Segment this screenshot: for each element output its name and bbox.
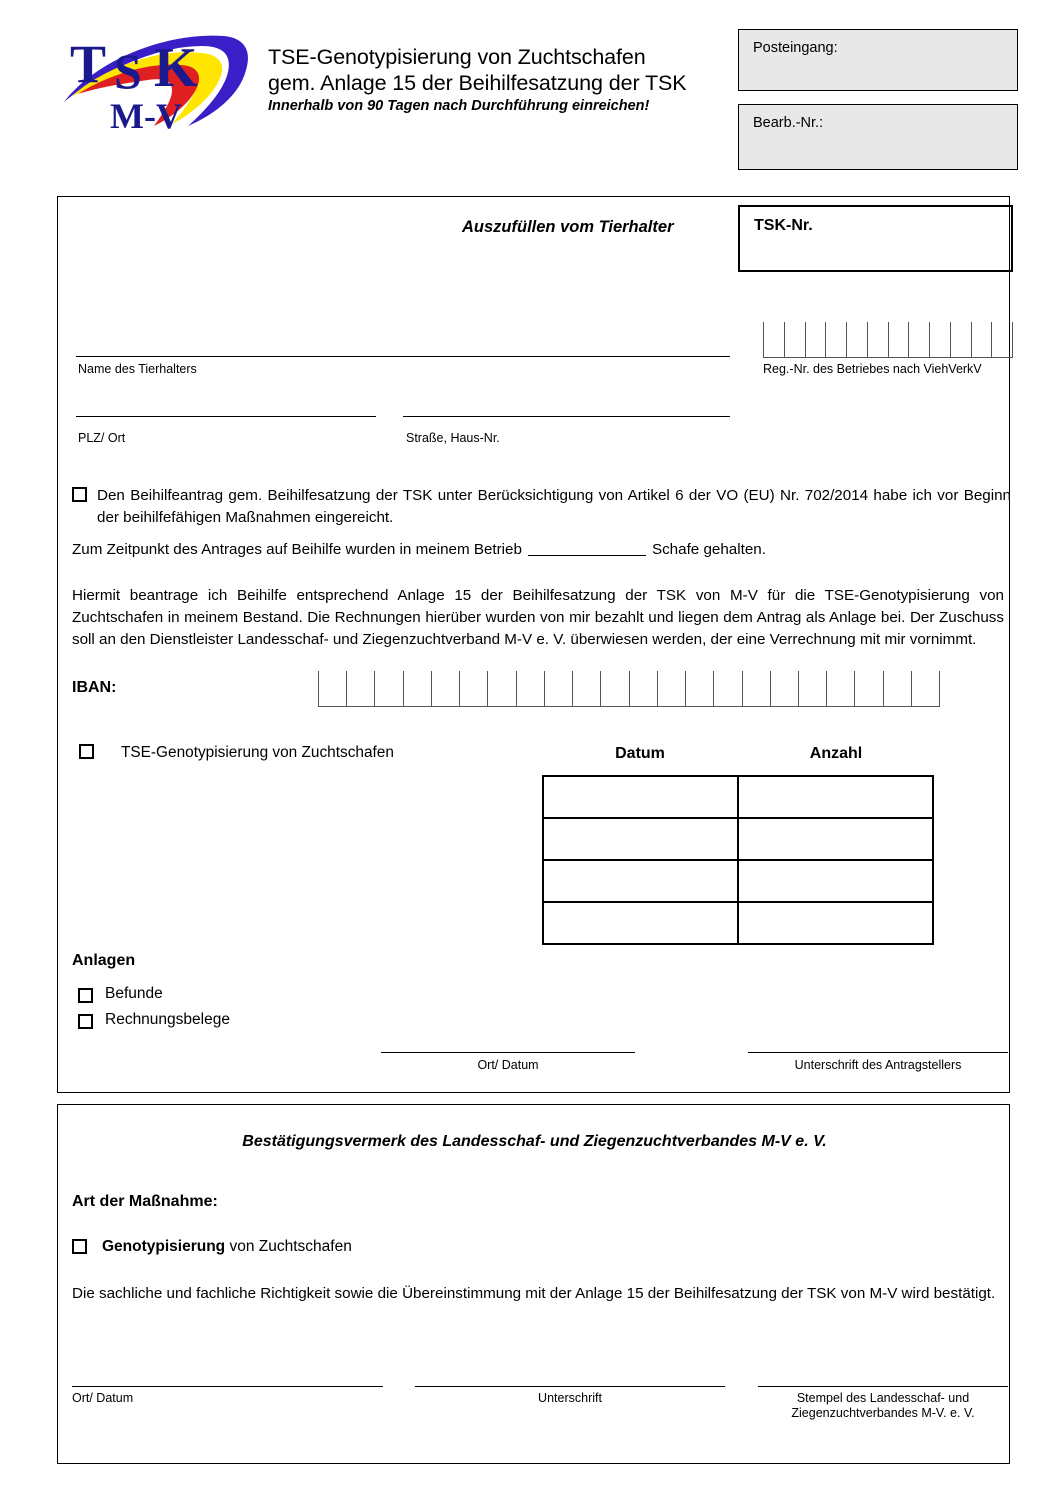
plz-caption: PLZ/ Ort <box>78 431 126 445</box>
section2-title: Bestätigungsvermerk des Landesschaf- und Ziegenzuchtverbandes M-V e. V. <box>242 1133 827 1150</box>
genotypisierung-bold-text: Genotypisierung <box>102 1238 226 1255</box>
comb-cell[interactable] <box>544 671 572 706</box>
anlage-befunde-checkbox[interactable] <box>78 988 93 1003</box>
comb-cell[interactable] <box>742 671 770 706</box>
tsk-nummer-field[interactable] <box>738 205 1013 272</box>
comb-cell-end <box>1012 322 1013 357</box>
antragsteller-signature-line[interactable] <box>748 1052 1008 1053</box>
comb-cell[interactable] <box>911 671 939 706</box>
comb-cell[interactable] <box>346 671 374 706</box>
comb-cell[interactable] <box>846 322 867 357</box>
comb-cell[interactable] <box>826 671 854 706</box>
regnr-caption: Reg.-Nr. des Betriebes nach ViehVerkV <box>763 362 982 376</box>
declaration-2-pre: Zum Zeitpunkt des Antrages auf Beihilfe wurden in meinem Betrieb <box>72 541 522 558</box>
comb-cell[interactable] <box>685 671 713 706</box>
page-header <box>0 0 1058 190</box>
section2-unterschrift-caption: Unterschrift <box>538 1391 602 1405</box>
table-cell-anzahl[interactable] <box>738 902 933 944</box>
comb-cell[interactable] <box>657 671 685 706</box>
comb-cell[interactable] <box>825 322 846 357</box>
table-cell-datum[interactable] <box>543 902 738 944</box>
svg-text:M-V: M-V <box>110 96 182 136</box>
table-row <box>543 860 933 902</box>
comb-cell[interactable] <box>318 671 346 706</box>
comb-cell[interactable] <box>629 671 657 706</box>
svg-text:K: K <box>154 37 198 99</box>
comb-cell[interactable] <box>600 671 628 706</box>
comb-cell[interactable] <box>867 322 888 357</box>
table-cell-datum[interactable] <box>543 818 738 860</box>
comb-cell[interactable] <box>929 322 950 357</box>
comb-cell[interactable] <box>888 322 909 357</box>
ort-datum-caption: Ort/ Datum <box>477 1058 539 1072</box>
comb-cell[interactable] <box>991 322 1012 357</box>
table-cell-anzahl[interactable] <box>738 818 933 860</box>
schafe-count-input[interactable] <box>528 555 646 556</box>
anlage-befunde-label: Befunde <box>105 985 163 1002</box>
title-line-2: gem. Anlage 15 der Beihilfesatzung der TSK <box>268 71 687 95</box>
datum-anzahl-table <box>542 775 934 945</box>
stempel-caption-line-2: Ziegenzuchtverbandes M-V. e. V. <box>791 1406 975 1420</box>
document-title <box>268 44 718 116</box>
comb-cell[interactable] <box>908 322 929 357</box>
option-genotypisierung-checkbox[interactable] <box>79 744 94 759</box>
verband-confirmation-section <box>57 1104 1010 1464</box>
comb-cell[interactable] <box>854 671 882 706</box>
section1-heading: Auszufüllen vom Tierhalter <box>462 218 674 236</box>
comb-cell[interactable] <box>805 322 826 357</box>
comb-cell[interactable] <box>403 671 431 706</box>
table-cell-datum[interactable] <box>543 860 738 902</box>
section2-stempel-line[interactable] <box>758 1386 1008 1387</box>
name-caption: Name des Tierhalters <box>78 362 197 376</box>
declaration-checkbox[interactable] <box>72 487 87 502</box>
comb-cell[interactable] <box>431 671 459 706</box>
name-input-line[interactable] <box>76 356 730 357</box>
table-header-datum: Datum <box>615 745 665 762</box>
comb-cell[interactable] <box>971 322 992 357</box>
genotypisierung-rest-text: von Zuchtschafen <box>225 1238 352 1255</box>
strasse-input-line[interactable] <box>403 416 730 417</box>
comb-cell[interactable] <box>487 671 515 706</box>
comb-cell[interactable] <box>770 671 798 706</box>
comb-cell[interactable] <box>459 671 487 706</box>
section2-ort-datum-caption: Ort/ Datum <box>72 1391 134 1405</box>
table-row <box>543 902 933 944</box>
anlage-rechnungsbelege-checkbox[interactable] <box>78 1014 93 1029</box>
anlagen-heading: Anlagen <box>72 952 136 969</box>
option-genotypisierung-label: TSE-Genotypisierung von Zuchtschafen <box>121 744 394 761</box>
strasse-caption: Straße, Haus-Nr. <box>406 431 500 445</box>
declaration-1-text: Den Beihilfeantrag gem. Beihilfesatzung der TSK unter Berücksichtigung von Artikel 6 der VO (EU) Nr. 702/2014 habe ich vor Beginn der beihilfefähigen Maßnahmen eingereicht. <box>97 487 1011 526</box>
table-cell-anzahl[interactable] <box>738 860 933 902</box>
confirmation-text: Die sachliche und fachliche Richtigkeit sowie die Übereinstimmung mit der Anlage 15 der Beihilfesatzung der TSK von M-V wird bestätigt. <box>72 1285 996 1302</box>
tierhalter-section <box>57 196 1010 1093</box>
declaration-2-text <box>72 539 1002 561</box>
genotypisierung-confirm-checkbox[interactable] <box>72 1239 87 1254</box>
comb-cell[interactable] <box>374 671 402 706</box>
table-header-anzahl: Anzahl <box>809 745 863 762</box>
title-line-1: TSE-Genotypisierung von Zuchtschafen <box>268 45 646 69</box>
art-der-massnahme-heading: Art der Maßnahme: <box>72 1193 218 1210</box>
section2-ort-datum-line[interactable] <box>72 1386 383 1387</box>
posteingang-box[interactable] <box>738 29 1018 91</box>
bearbeitungsnummer-box[interactable] <box>738 104 1018 170</box>
comb-cell[interactable] <box>798 671 826 706</box>
plz-input-line[interactable] <box>76 416 376 417</box>
svg-text:T: T <box>70 34 107 94</box>
section2-unterschrift-line[interactable] <box>415 1386 725 1387</box>
comb-cell[interactable] <box>713 671 741 706</box>
comb-cell[interactable] <box>572 671 600 706</box>
bearbnr-label: Bearb.-Nr.: <box>753 115 824 131</box>
tsk-nummer-label: TSK-Nr. <box>754 217 813 234</box>
table-row <box>543 776 933 818</box>
table-row <box>543 818 933 860</box>
comb-cell[interactable] <box>784 322 805 357</box>
comb-cell[interactable] <box>516 671 544 706</box>
declaration-3-text: Hiermit beantrage ich Beihilfe entsprechend Anlage 15 der Beihilfesatzung der TSK von M-V für die TSE-Genotypisierung von Zuchtschafen in meinem Bestand. Die Rechnungen hierüber wurden von mir bezahlt und liegen dem Antrag als Anlage bei. Der Zuschuss soll an den Dienstleister Landesschaf- und Ziegenzuchtverband M-V e. V. überwiesen werden, der eine Verrechnung mit mir vornimmt. <box>72 587 1004 648</box>
stempel-caption-line-1: Stempel des Landesschaf- und <box>796 1391 970 1405</box>
section2-stempel-caption <box>748 1391 1018 1421</box>
svg-text:S: S <box>114 43 142 99</box>
comb-cell[interactable] <box>883 671 911 706</box>
posteingang-label: Posteingang: <box>753 40 838 56</box>
table-cell-datum[interactable] <box>543 776 738 818</box>
iban-label: IBAN: <box>72 679 117 696</box>
iban-comb-field[interactable] <box>318 671 940 707</box>
anlage-rechnungsbelege-label: Rechnungsbelege <box>105 1011 230 1028</box>
genotypisierung-confirm-label <box>102 1238 352 1256</box>
title-subtitle: Innerhalb von 90 Tagen nach Durchführung einreichen! <box>268 98 650 114</box>
comb-cell-end <box>939 671 940 706</box>
ort-datum-signature-line[interactable] <box>381 1052 635 1053</box>
regnr-comb-field[interactable] <box>763 322 1013 358</box>
comb-cell[interactable] <box>950 322 971 357</box>
antragsteller-caption: Unterschrift des Antragstellers <box>794 1058 962 1072</box>
comb-cell[interactable] <box>763 322 784 357</box>
tsk-mv-logo-icon <box>56 24 256 136</box>
declaration-2-post: Schafe gehalten. <box>651 541 766 558</box>
table-cell-anzahl[interactable] <box>738 776 933 818</box>
